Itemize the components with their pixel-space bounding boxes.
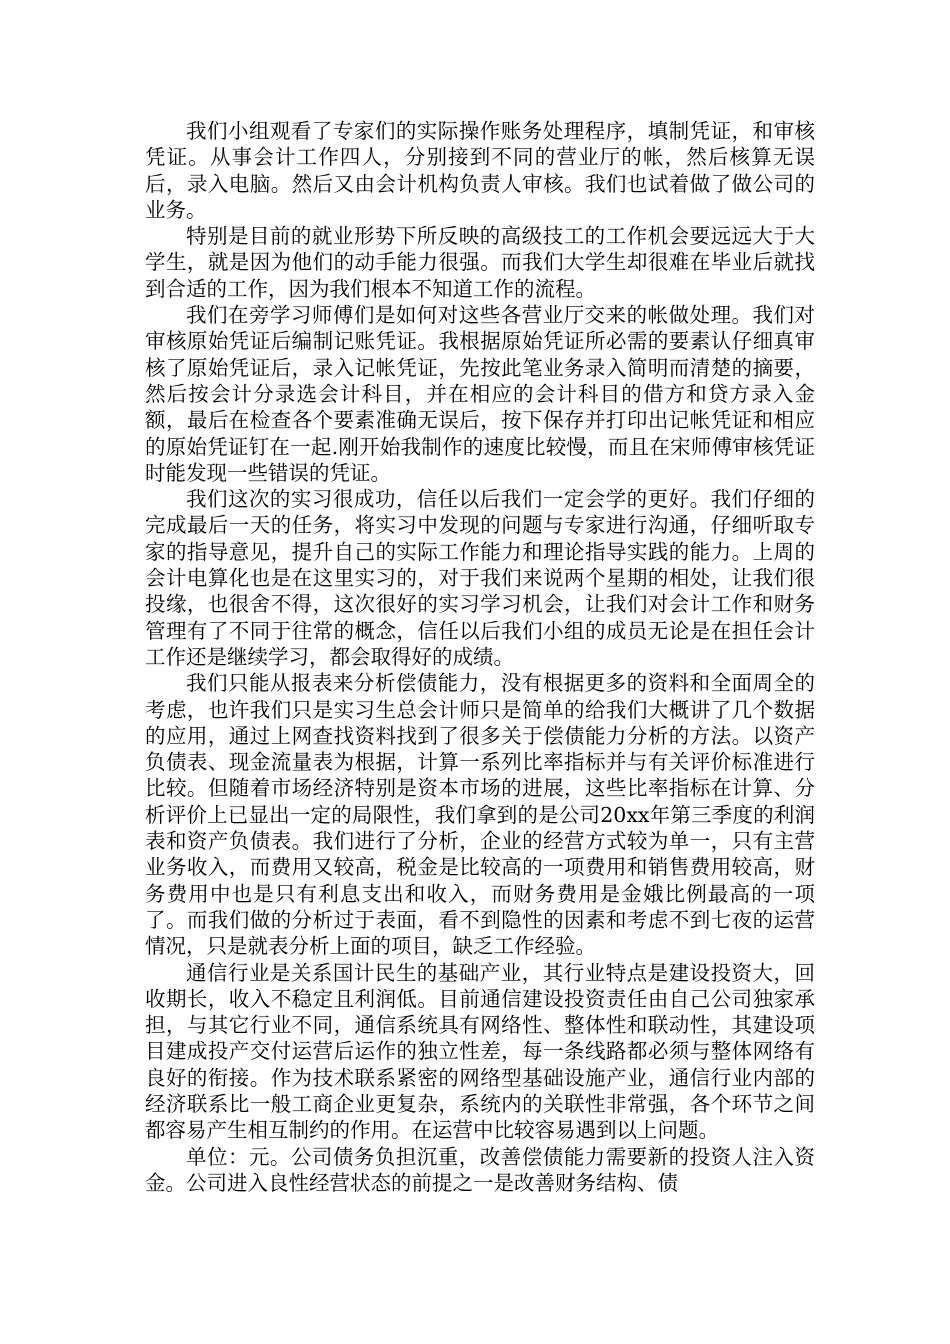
paragraph: 单位：元。公司债务负担沉重，改善偿债能力需要新的投资人注入资金。公司进入良性经营状态的前提之一是改善财务结构、债	[145, 1144, 815, 1195]
paragraph: 我们在旁学习师傅们是如何对这些各营业厅交来的帐做处理。我们对审核原始凭证后编制记账凭证。我根据原始凭证所必需的要素认仔细真审核了原始凭证后，录入记帐凭证，先按此笔业务录入简明而清楚的摘要，然后按会计分录选会计科目，并在相应的会计科目的借方和贷方录入金额，最后在检查各个要素准确无误后，按下保存并打印出记帐凭证和相应的原始凭证钉在一起.刚开始我制作的速度比较慢，而且在宋师傅审核凭证时能发现一些错误的凭证。	[145, 303, 815, 485]
paragraph: 我们这次的实习很成功，信任以后我们一定会学的更好。我们仔细的完成最后一天的任务，将实习中发现的问题与专家进行沟通，仔细听取专家的指导意见，提升自己的实际工作能力和理论指导实践的能力。上周的会计电算化也是在这里实习的，对于我们来说两个星期的相处，让我们很投缘，也很舍不得，这次很好的实习学习机会，让我们对会计工作和财务管理有了不同于往常的概念，信任以后我们小组的成员无论是在担任会计工作还是继续学习，都会取得好的成绩。	[145, 487, 815, 669]
paragraph: 通信行业是关系国计民生的基础产业，其行业特点是建设投资大，回收期长，收入不稳定且利润低。目前通信建设投资责任由自己公司独家承担，与其它行业不同，通信系统具有网络性、整体性和联动性，其建设项目建成投产交付运营后运作的独立性差，每一条线路都必须与整体网络有良好的衔接。作为技术联系紧密的网络型基础设施产业，通信行业内部的经济联系比一般工商企业更复杂，系统内的关联性非常强，各个环节之间都容易产生相互制约的作用。在运营中比较容易遇到以上问题。	[145, 960, 815, 1143]
paragraph: 特别是目前的就业形势下所反映的高级技工的工作机会要远远大于大学生，就是因为他们的动手能力很强。而我们大学生却很难在毕业后就找到合适的工作，因为我们根本不知道工作的流程。	[145, 224, 815, 301]
document-body	[145, 118, 815, 1196]
paragraph: 我们只能从报表来分析偿债能力，没有根据更多的资料和全面周全的考虑，也许我们只是实习生总会计师只是简单的给我们大概讲了几个数据的应用，通过上网查找资料找到了很多关于偿债能力分析的方法。以资产负债表、现金流量表为根据，计算一系列比率指标并与有关评价标准进行比较。但随着市场经济特别是资本市场的进展，这些比率指标在计算、分析评价上已显出一定的局限性，我们拿到的是公司20xx年第三季度的利润表和资产负债表。我们进行了分析，企业的经营方式较为单一，只有主营业务收入，而费用又较高，税金是比较高的一项费用和销售费用较高，财务费用中也是只有利息支出和收入，而财务费用是金娥比例最高的一项了。而我们做的分析过于表面，看不到隐性的因素和考虑不到七夜的运营情况，只是就表分析上面的项目，缺乏工作经验。	[145, 671, 815, 959]
paragraph: 我们小组观看了专家们的实际操作账务处理程序，填制凭证，和审核凭证。从事会计工作四人，分别接到不同的营业厅的帐，然后核算无误后，录入电脑。然后又由会计机构负责人审核。我们也试着做了做公司的业务。	[145, 119, 815, 222]
